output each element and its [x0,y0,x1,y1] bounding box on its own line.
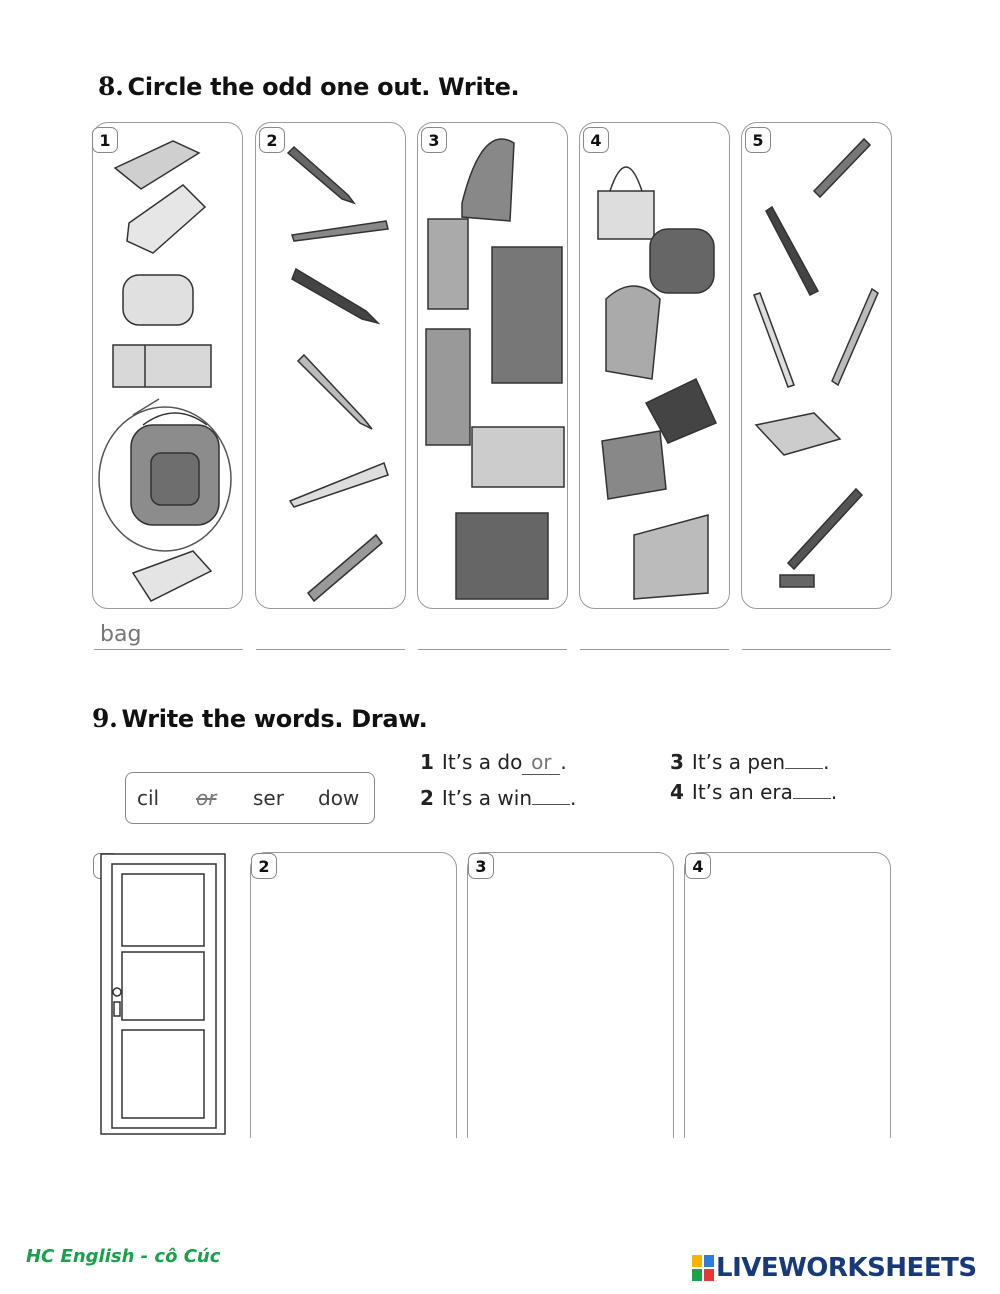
exercise-8-title [98,72,519,101]
sentence-text: It’s a do [441,750,523,774]
sentence-period: . [560,750,567,774]
sentence-blank[interactable] [532,804,570,805]
answer-text-1: bag [100,622,142,647]
word-bank-word: cil [137,786,160,810]
answer-line-4[interactable] [580,649,729,650]
odd-one-out-panel-1[interactable] [92,122,243,609]
sentence-text: It’s a win [441,786,532,810]
sentence-4 [670,780,837,804]
sentence-3 [670,750,829,774]
word-bank-word-crossed: or [196,786,217,810]
doors-and-windows-illustration [418,123,569,610]
footer-credit: HC English - cô Cúc [26,1246,221,1267]
odd-one-out-panel-3[interactable] [417,122,568,609]
odd-one-out-panel-2[interactable] [255,122,406,609]
draw-box-number-badge: 3 [468,853,494,879]
exercise-8-number: 8. [98,72,124,101]
answer-line-3[interactable] [418,649,567,650]
sentence-number: 3 [670,750,684,774]
panel-number-badge: 2 [259,127,285,153]
liveworksheets-logo[interactable] [692,1253,977,1283]
sentence-2 [420,786,576,810]
odd-one-out-panel-5[interactable] [741,122,892,609]
panel-number-badge: 3 [421,127,447,153]
panel-number-badge: 5 [745,127,771,153]
exercise-8-instruction: Circle the odd one out. Write. [127,73,520,101]
liveworksheets-logo-icon [692,1255,714,1281]
answer-line-1[interactable] [94,649,243,650]
sentence-period: . [830,780,838,804]
exercise-9-instruction: Write the words. Draw. [121,705,428,733]
pencils-illustration [256,123,407,610]
exercise-9-title [92,704,427,733]
pens-and-eraser-illustration [742,123,893,610]
sentence-period: . [823,750,830,774]
answer-line-5[interactable] [742,649,891,650]
sentence-number: 4 [670,780,684,804]
panel-number-badge: 4 [583,127,609,153]
draw-box-3[interactable] [467,852,674,1152]
answer-line-2[interactable] [256,649,405,650]
draw-box-2[interactable] [250,852,457,1152]
bags-and-book-illustration [580,123,731,610]
sentence-text: It’s an era [691,780,793,804]
exercise-9-number: 9. [92,704,118,733]
erasers-and-bag-illustration [93,123,244,610]
draw-box-4[interactable] [684,852,891,1152]
sentence-number: 2 [420,786,434,810]
sentence-blank[interactable]: or [522,750,560,775]
odd-one-out-panel-4[interactable] [579,122,730,609]
panel-number-badge: 1 [92,127,118,153]
sentence-period: . [570,786,577,810]
word-bank-word: ser [253,786,284,810]
sentence-number: 1 [420,750,434,774]
sentence-1 [420,750,567,775]
page-whitespace [240,1138,940,1168]
sentence-blank[interactable] [793,798,831,799]
liveworksheets-logo-text: LIVEWORKSHEETS [716,1253,977,1283]
sentence-blank[interactable] [785,768,823,769]
word-bank-word: dow [318,786,360,810]
door-illustration [98,850,238,1140]
sentence-text: It’s a pen [691,750,786,774]
draw-box-number-badge: 4 [685,853,711,879]
draw-box-number-badge: 2 [251,853,277,879]
